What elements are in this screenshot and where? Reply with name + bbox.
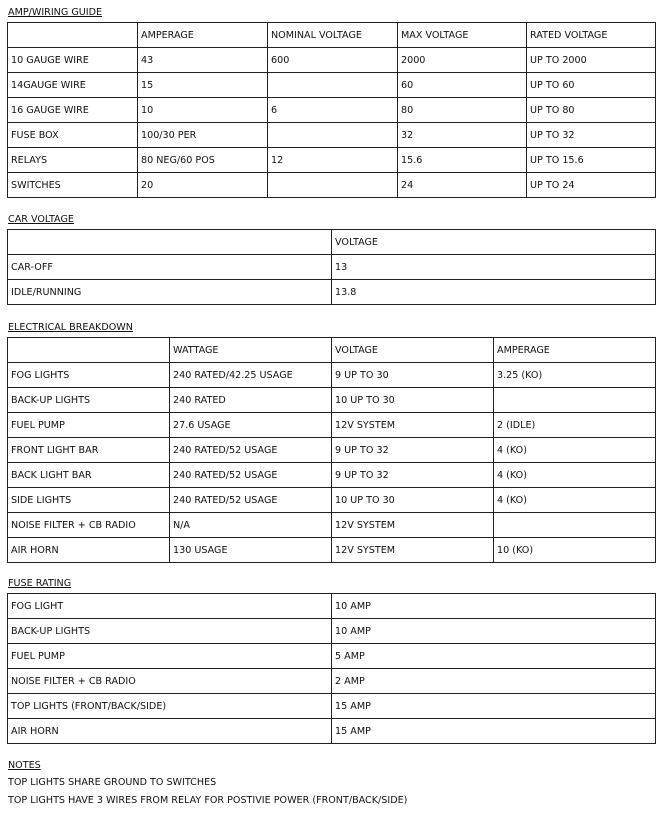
table-cell: 100/30 PER: [138, 123, 268, 148]
table-cell: 13.8: [332, 280, 656, 305]
table-cell: 27.6 USAGE: [170, 413, 332, 438]
table-cell: 12V SYSTEM: [332, 413, 494, 438]
column-header: [8, 230, 332, 255]
table-row: [8, 719, 656, 744]
table-cell: 9 UP TO 32: [332, 463, 494, 488]
table-cell: 10 (KO): [494, 538, 656, 563]
table-cell: 80: [398, 98, 527, 123]
table-cell: UP TO 60: [527, 73, 656, 98]
table-cell: 32: [398, 123, 527, 148]
column-header: RATED VOLTAGE: [527, 23, 656, 48]
table-row: [8, 413, 656, 438]
table-cell: 20: [138, 173, 268, 198]
table-row: [8, 148, 656, 173]
column-header: [8, 338, 170, 363]
table-cell: FOG LIGHT: [8, 594, 332, 619]
table-row: [8, 594, 656, 619]
table-row: [8, 619, 656, 644]
fuse-rating-table: [7, 593, 656, 744]
table-cell: UP TO 24: [527, 173, 656, 198]
table-cell: UP TO 80: [527, 98, 656, 123]
table-row: [8, 98, 656, 123]
table-cell: 10 UP TO 30: [332, 388, 494, 413]
amp-wiring-title: AMP/WIRING GUIDE: [8, 7, 103, 18]
table-cell: FOG LIGHTS: [8, 363, 170, 388]
table-cell: [494, 513, 656, 538]
table-cell: 10: [138, 98, 268, 123]
table-cell: 15.6: [398, 148, 527, 173]
table-cell: 6: [268, 98, 398, 123]
table-cell: 600: [268, 48, 398, 73]
table-cell: FUEL PUMP: [8, 644, 332, 669]
table-cell: 130 USAGE: [170, 538, 332, 563]
table-cell: AIR HORN: [8, 538, 170, 563]
column-header: WATTAGE: [170, 338, 332, 363]
column-header: AMPERAGE: [138, 23, 268, 48]
table-cell: 5 AMP: [332, 644, 656, 669]
column-header: [8, 23, 138, 48]
amp-wiring-table: [7, 22, 656, 198]
table-cell: 240 RATED/42.25 USAGE: [170, 363, 332, 388]
table-cell: SIDE LIGHTS: [8, 488, 170, 513]
table-cell: FRONT LIGHT BAR: [8, 438, 170, 463]
electrical-breakdown-table: [7, 337, 656, 563]
table-header-row: [8, 230, 656, 255]
table-row: [8, 123, 656, 148]
table-cell: 12V SYSTEM: [332, 538, 494, 563]
notes-title: NOTES: [8, 760, 41, 771]
fuse-rating-body: [8, 594, 656, 744]
table-cell: 80 NEG/60 POS: [138, 148, 268, 173]
column-header: VOLTAGE: [332, 230, 656, 255]
table-row: [8, 669, 656, 694]
table-cell: 3.25 (KO): [494, 363, 656, 388]
table-row: [8, 73, 656, 98]
table-row: [8, 48, 656, 73]
table-cell: 15: [138, 73, 268, 98]
table-row: [8, 388, 656, 413]
table-row: [8, 255, 656, 280]
table-cell: RELAYS: [8, 148, 138, 173]
table-cell: BACK-UP LIGHTS: [8, 619, 332, 644]
table-cell: NOISE FILTER + CB RADIO: [8, 513, 170, 538]
table-cell: 9 UP TO 32: [332, 438, 494, 463]
table-cell: 240 RATED/52 USAGE: [170, 488, 332, 513]
table-cell: 15 AMP: [332, 694, 656, 719]
note-line: TOP LIGHTS SHARE GROUND TO SWITCHES: [8, 777, 217, 788]
electrical-breakdown-body: [8, 338, 656, 563]
table-cell: 9 UP TO 30: [332, 363, 494, 388]
table-cell: [268, 73, 398, 98]
table-row: [8, 694, 656, 719]
column-header: MAX VOLTAGE: [398, 23, 527, 48]
table-cell: 12: [268, 148, 398, 173]
table-cell: BACK LIGHT BAR: [8, 463, 170, 488]
table-cell: 60: [398, 73, 527, 98]
table-cell: SWITCHES: [8, 173, 138, 198]
table-cell: 10 GAUGE WIRE: [8, 48, 138, 73]
table-cell: 16 GAUGE WIRE: [8, 98, 138, 123]
table-header-row: [8, 338, 656, 363]
column-header: AMPERAGE: [494, 338, 656, 363]
table-cell: UP TO 15.6: [527, 148, 656, 173]
table-cell: 240 RATED/52 USAGE: [170, 438, 332, 463]
table-cell: 4 (KO): [494, 488, 656, 513]
table-cell: 2000: [398, 48, 527, 73]
table-cell: 15 AMP: [332, 719, 656, 744]
table-cell: FUEL PUMP: [8, 413, 170, 438]
table-row: [8, 438, 656, 463]
amp-wiring-body: [8, 23, 656, 198]
table-cell: 14GAUGE WIRE: [8, 73, 138, 98]
table-cell: FUSE BOX: [8, 123, 138, 148]
table-cell: 24: [398, 173, 527, 198]
table-row: [8, 363, 656, 388]
table-cell: 10 UP TO 30: [332, 488, 494, 513]
table-cell: 2 (IDLE): [494, 413, 656, 438]
table-cell: 13: [332, 255, 656, 280]
table-cell: 10 AMP: [332, 594, 656, 619]
table-cell: [268, 173, 398, 198]
table-cell: 2 AMP: [332, 669, 656, 694]
note-line: TOP LIGHTS HAVE 3 WIRES FROM RELAY FOR POSTIVIE POWER (FRONT/BACK/SIDE): [8, 795, 408, 806]
table-cell: AIR HORN: [8, 719, 332, 744]
table-row: [8, 513, 656, 538]
table-row: [8, 644, 656, 669]
table-cell: 43: [138, 48, 268, 73]
electrical-breakdown-title: ELECTRICAL BREAKDOWN: [8, 322, 133, 333]
table-row: [8, 463, 656, 488]
table-cell: [494, 388, 656, 413]
car-voltage-body: [8, 230, 656, 305]
table-cell: NOISE FILTER + CB RADIO: [8, 669, 332, 694]
table-cell: 10 AMP: [332, 619, 656, 644]
column-header: VOLTAGE: [332, 338, 494, 363]
table-cell: CAR-OFF: [8, 255, 332, 280]
table-cell: [268, 123, 398, 148]
table-row: [8, 280, 656, 305]
car-voltage-title: CAR VOLTAGE: [8, 214, 74, 225]
table-cell: 4 (KO): [494, 438, 656, 463]
table-cell: UP TO 2000: [527, 48, 656, 73]
fuse-rating-title: FUSE RATING: [8, 578, 72, 589]
table-cell: 240 RATED: [170, 388, 332, 413]
column-header: NOMINAL VOLTAGE: [268, 23, 398, 48]
table-row: [8, 173, 656, 198]
table-cell: BACK-UP LIGHTS: [8, 388, 170, 413]
table-cell: 4 (KO): [494, 463, 656, 488]
table-cell: N/A: [170, 513, 332, 538]
table-cell: UP TO 32: [527, 123, 656, 148]
table-cell: IDLE/RUNNING: [8, 280, 332, 305]
table-row: [8, 488, 656, 513]
table-cell: 12V SYSTEM: [332, 513, 494, 538]
table-cell: TOP LIGHTS (FRONT/BACK/SIDE): [8, 694, 332, 719]
table-cell: 240 RATED/52 USAGE: [170, 463, 332, 488]
table-row: [8, 538, 656, 563]
table-header-row: [8, 23, 656, 48]
car-voltage-table: [7, 229, 656, 305]
